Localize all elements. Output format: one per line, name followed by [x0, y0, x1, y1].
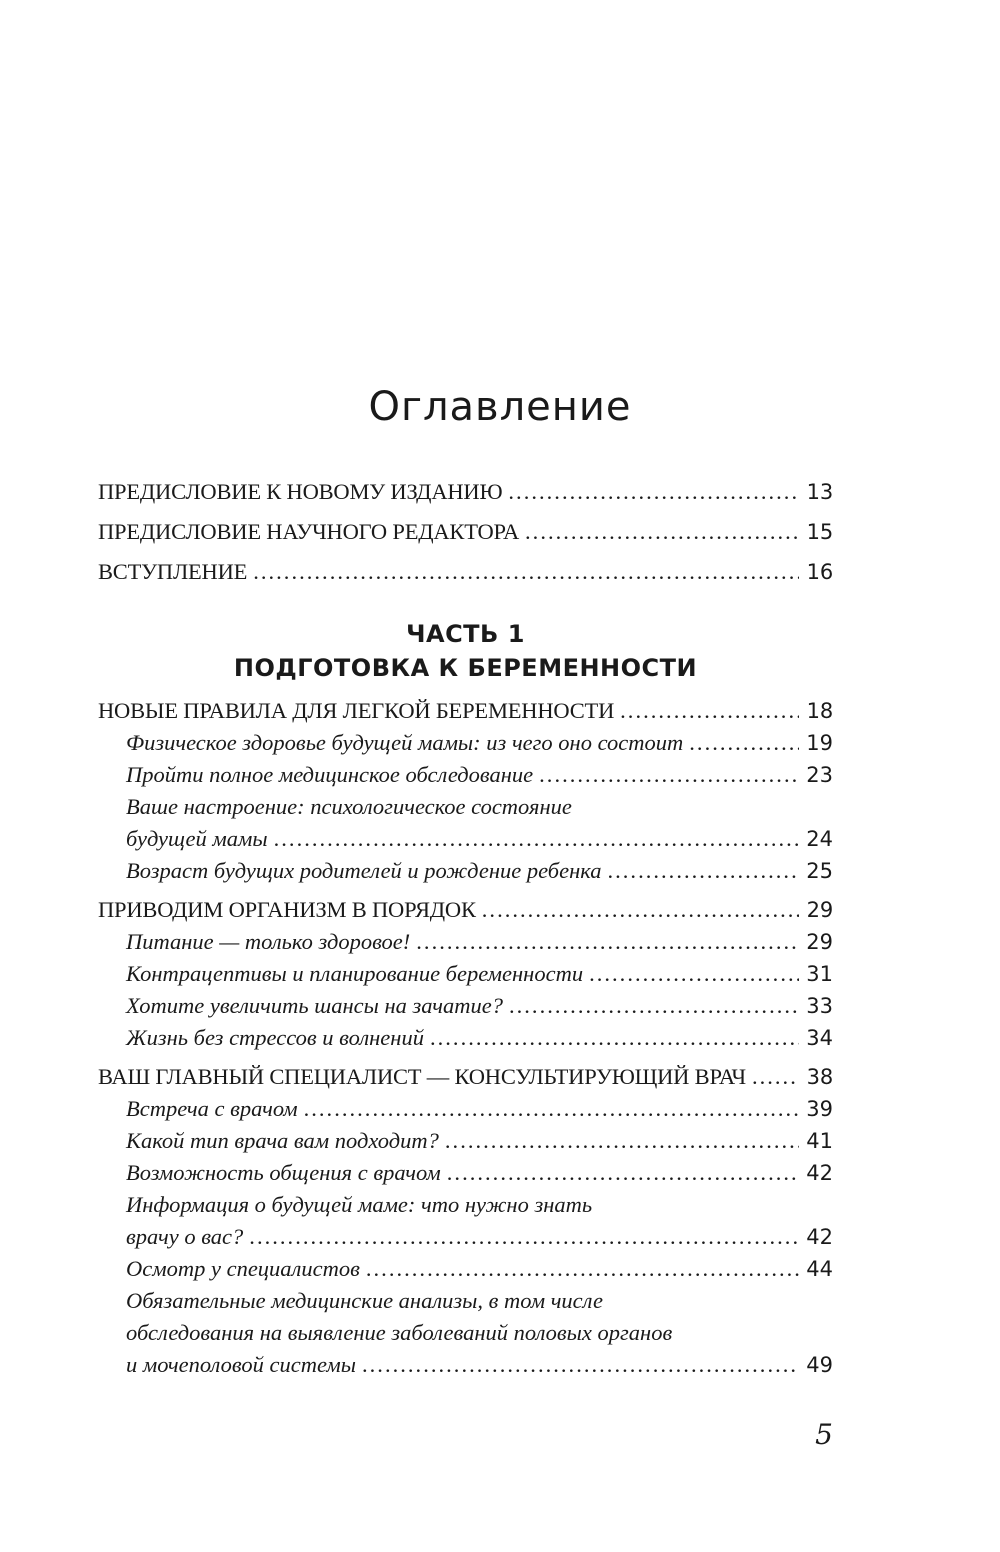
entry-page-number: 42 [806, 1161, 833, 1185]
entry-page-number: 39 [806, 1097, 833, 1121]
entry-page-number: 13 [806, 480, 833, 504]
entry-title: Жизнь без стрессов и волнений [126, 1025, 424, 1050]
section-entry[interactable] [98, 1221, 833, 1253]
section-entry[interactable] [98, 759, 833, 791]
section-entry[interactable] [98, 1125, 833, 1157]
section-entry[interactable] [98, 1093, 833, 1125]
entry-page-number: 34 [806, 1026, 833, 1050]
page-title: Оглавление [368, 384, 632, 430]
entry-page-number: 18 [806, 699, 833, 723]
entry-page-number: 29 [806, 898, 833, 922]
entry-title: ВСТУПЛЕНИЕ [98, 559, 248, 584]
dot-leader [539, 759, 799, 791]
entry-title: Пройти полное медицинское обследование [126, 762, 534, 787]
entry-title: Питание — только здоровое! [126, 929, 411, 954]
dot-leader [589, 958, 799, 990]
section-entry[interactable] [98, 990, 833, 1022]
dot-leader [362, 1349, 799, 1381]
front-matter-entry[interactable] [98, 516, 833, 548]
section-entry[interactable] [98, 958, 833, 990]
entry-page-number: 42 [806, 1225, 833, 1249]
part-label: ЧАСТЬ 1 [406, 620, 525, 648]
dot-leader [620, 695, 799, 727]
entry-title: Физическое здоровье будущей мамы: из чего оно состоит [126, 730, 684, 755]
entry-page-number: 15 [806, 520, 833, 544]
dot-leader [416, 926, 799, 958]
entry-page-number: 25 [806, 859, 833, 883]
dot-leader [508, 476, 799, 508]
dot-leader [607, 855, 799, 887]
front-matter-entry[interactable] [98, 476, 833, 508]
entry-title: Возраст будущих родителей и рождение ребенка [126, 858, 602, 883]
front-matter-entry[interactable] [98, 556, 833, 588]
page-number: 5 [815, 1418, 833, 1451]
dot-leader [304, 1093, 799, 1125]
entry-title: Встреча с врачом [126, 1096, 298, 1121]
entry-page-number: 31 [806, 962, 833, 986]
entry-page-number: 44 [806, 1257, 833, 1281]
dot-leader [482, 894, 799, 926]
section-entry[interactable] [98, 1253, 833, 1285]
entry-title: Осмотр у специалистов [126, 1256, 360, 1281]
chapter-entry[interactable] [98, 894, 833, 926]
section-entry[interactable] [98, 1349, 833, 1381]
section-entry[interactable] [98, 823, 833, 855]
entry-title: ПРЕДИСЛОВИЕ К НОВОМУ ИЗДАНИЮ [98, 479, 503, 504]
entry-title: ПРЕДИСЛОВИЕ НАУЧНОГО РЕДАКТОРА [98, 519, 520, 544]
section-title-line: Обязательные медицинские анализы, в том числе [126, 1288, 604, 1313]
entry-page-number: 41 [806, 1129, 833, 1153]
section-entry[interactable] [98, 926, 833, 958]
entry-page-number: 16 [806, 560, 833, 584]
dot-leader [689, 727, 799, 759]
entry-page-number: 23 [806, 763, 833, 787]
entry-title: Возможность общения с врачом [126, 1160, 441, 1185]
dot-leader [509, 990, 799, 1022]
entry-title: Хотите увеличить шансы на зачатие? [126, 993, 503, 1018]
section-entry[interactable] [98, 855, 833, 887]
entry-title: ВАШ ГЛАВНЫЙ СПЕЦИАЛИСТ — КОНСУЛЬТИРУЮЩИЙ ВРАЧ [98, 1064, 746, 1089]
chapter-list [98, 695, 833, 1381]
entry-title: будущей мамы [126, 826, 268, 851]
front-matter-list [98, 476, 833, 588]
entry-title: НОВЫЕ ПРАВИЛА ДЛЯ ЛЕГКОЙ БЕРЕМЕННОСТИ [98, 698, 615, 723]
entry-page-number: 19 [806, 731, 833, 755]
entry-page-number: 24 [806, 827, 833, 851]
dot-leader [253, 556, 799, 588]
entry-title: Контрацептивы и планирование беременности [126, 961, 584, 986]
section-entry[interactable] [98, 1157, 833, 1189]
chapter-entry[interactable] [98, 1061, 833, 1093]
entry-title: и мочеполовой системы [126, 1352, 356, 1377]
entry-page-number: 29 [806, 930, 833, 954]
table-of-contents [98, 476, 833, 1381]
section-title-line: Информация о будущей маме: что нужно знать [126, 1192, 593, 1217]
section-title-line: обследования на выявление заболеваний половых органов [126, 1320, 673, 1345]
dot-leader [525, 516, 799, 548]
part-title: ПОДГОТОВКА К БЕРЕМЕННОСТИ [233, 654, 698, 682]
entry-title: Какой тип врача вам подходит? [126, 1128, 439, 1153]
dot-leader [366, 1253, 799, 1285]
section-title-line: Ваше настроение: психологическое состояние [126, 794, 572, 819]
chapter-entry[interactable] [98, 695, 833, 727]
entry-page-number: 33 [806, 994, 833, 1018]
dot-leader [430, 1022, 799, 1054]
dot-leader [447, 1157, 799, 1189]
entry-title: ПРИВОДИМ ОРГАНИЗМ В ПОРЯДОК [98, 897, 476, 922]
dot-leader [274, 823, 799, 855]
dot-leader [249, 1221, 799, 1253]
entry-title: врачу о вас? [126, 1224, 244, 1249]
entry-page-number: 49 [806, 1353, 833, 1377]
section-entry[interactable] [98, 1022, 833, 1054]
entry-page-number: 38 [806, 1065, 833, 1089]
dot-leader [445, 1125, 799, 1157]
dot-leader [752, 1061, 799, 1093]
part-heading [98, 617, 833, 685]
section-entry[interactable] [98, 727, 833, 759]
